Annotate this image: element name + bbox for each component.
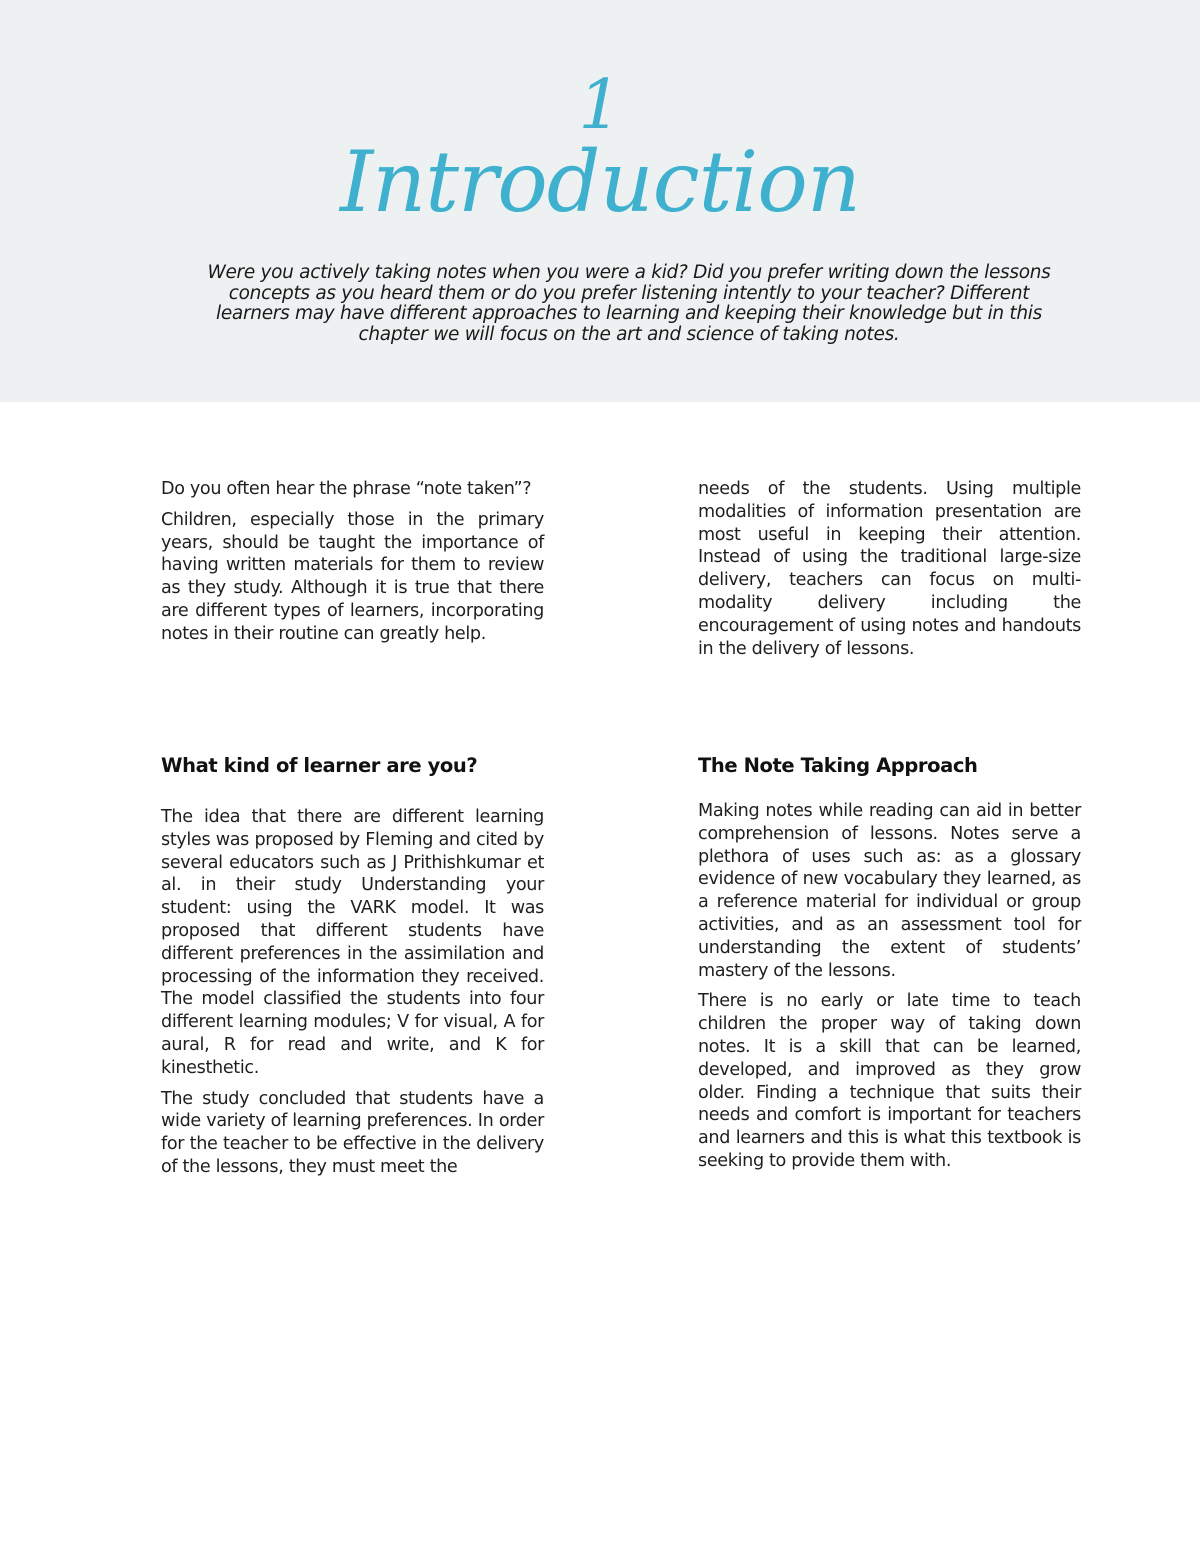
left-column-section: [161, 754, 544, 778]
paragraph: Making notes while reading can aid in better comprehension of lessons. Notes serve a plethora of uses such as: as a glossary evidence of new vocabulary they learned, as a reference material for individual or group activities, and as an assessment tool for understanding the extent of students’ mastery of the lessons.: [698, 801, 1081, 981]
chapter-number: 1: [578, 66, 622, 145]
right-column-section-body: [698, 800, 1081, 1181]
left-column-intro: [161, 478, 544, 654]
paragraph: needs of the students. Using multiple modalities of information presentation are most useful in keeping their attention. Instead of using the traditional large-size delivery, teachers can focus on multi-modality delivery including the encouragement of using notes and handouts in the delivery of lessons.: [698, 479, 1081, 659]
chapter-intro: Were you actively taking notes when you were a kid? Did you prefer writing down the lessons concepts as you heard them or do you prefer listening intently to your teacher? Different learners may have different approaches to learning and keeping their knowledge but in this chapter we will focus on the art and science of taking notes.: [207, 262, 1051, 345]
chapter-title: Introduction: [340, 133, 860, 231]
chapter-header: [0, 0, 1200, 402]
section-heading-learner: What kind of learner are you?: [161, 754, 478, 777]
paragraph: The study concluded that students have a wide variety of learning preferences. In order for the teacher to be effective in the delivery of the lessons, they must meet the: [161, 1088, 544, 1177]
paragraph: There is no early or late time to teach children the proper way of taking down notes. It is a skill that can be learned, developed, and improved as they grow older. Finding a technique that suits their needs and comfort is important for teachers and learners and this is what this textbook is seeking to provide them with.: [698, 991, 1081, 1171]
right-column-continuation: [698, 478, 1081, 668]
paragraph: Children, especially those in the primary years, should be taught the importance of having written materials for them to review as they study. Although it is true that there are different types of learners, incorporating notes in their routine can greatly help.: [161, 509, 544, 644]
paragraph: Do you often hear the phrase “note taken”?: [161, 479, 532, 499]
paragraph: The idea that there are different learning styles was proposed by Fleming and cited by several educators such as J Prithishkumar et al. in their study Understanding your student: using the VARK model. It was proposed that different students have different preferences in the assimilation and processing of the information they received. The model classified the students into four different learning modules; V for visual, A for aural, R for read and write, and K for kinesthetic.: [161, 807, 544, 1078]
left-column-section-body: [161, 806, 544, 1187]
section-heading-note-taking: The Note Taking Approach: [698, 754, 978, 777]
right-column-section: [698, 754, 1081, 778]
